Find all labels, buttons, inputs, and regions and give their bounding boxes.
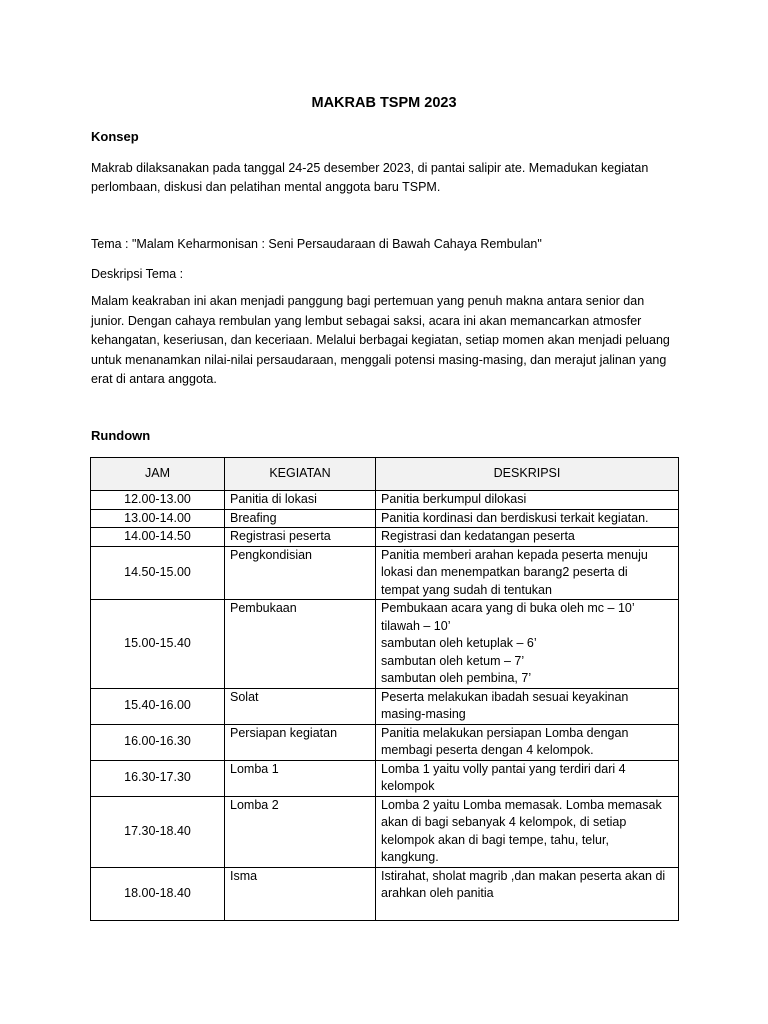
cell-kegiatan: Isma	[225, 867, 376, 921]
deskripsi-line: untuk menanamkan nilai-nilai persaudaraan, menggali potensi masing-masing, dan merajut jalinan yang	[91, 352, 667, 367]
table-row	[91, 724, 679, 760]
deskripsi-tema-paragraph	[91, 292, 691, 390]
deskripsi-line: Malam keakraban ini akan menjadi panggung bagi pertemuan yang penuh makna antara senior dan	[91, 294, 645, 308]
column-header-jam: JAM	[91, 458, 225, 491]
deskripsi-line: kehangatan, keseriusan, dan keceriaan. Melalui berbagai kegiatan, setiap momen akan menjadi peluang	[91, 333, 670, 347]
deskripsi-text-line: Pembukaan acara yang di buka oleh mc – 10’	[381, 601, 635, 615]
cell-kegiatan: Solat	[225, 688, 376, 724]
column-header-kegiatan: KEGIATAN	[225, 458, 376, 491]
rundown-table-body	[91, 491, 679, 921]
deskripsi-text-line: Panitia melakukan persiapan Lomba dengan	[381, 725, 629, 740]
deskripsi-line: junior. Dengan cahaya rembulan yang lembut sebagai saksi, acara ini akan memancarkan atmosfer	[91, 313, 642, 328]
cell-kegiatan: Lomba 1	[225, 760, 376, 796]
cell-deskripsi	[376, 796, 679, 867]
konsep-paragraph	[91, 159, 691, 196]
cell-deskripsi	[376, 600, 679, 689]
document-title: MAKRAB TSPM 2023	[311, 95, 457, 111]
deskripsi-line: erat di antara anggota.	[91, 372, 217, 386]
cell-jam: 15.40-16.00	[91, 688, 225, 724]
rundown-heading: Rundown	[91, 428, 151, 443]
deskripsi-text-line: sambutan oleh pembina, 7’	[381, 671, 532, 685]
column-header-deskripsi: DESKRIPSI	[376, 458, 679, 491]
table-row	[91, 491, 679, 510]
cell-kegiatan: Registrasi peserta	[225, 528, 376, 547]
cell-deskripsi	[376, 688, 679, 724]
table-row	[91, 600, 679, 689]
table-row	[91, 867, 679, 921]
tema-line: Tema : "Malam Keharmonisan : Seni Persaudaraan di Bawah Cahaya Rembulan"	[91, 237, 542, 251]
deskripsi-text-line: Istirahat, sholat magrib ,dan makan peserta akan di	[381, 868, 666, 883]
deskripsi-text-line: tilawah – 10’	[381, 618, 451, 633]
deskripsi-text-line: Panitia berkumpul dilokasi	[381, 492, 527, 506]
table-row	[91, 796, 679, 867]
cell-deskripsi	[376, 528, 679, 547]
deskripsi-text-line: kelompok akan di bagi tempe, tahu, telur,	[381, 832, 609, 847]
deskripsi-text-line: Lomba 1 yaitu volly pantai yang terdiri dari 4	[381, 761, 626, 776]
table-row	[91, 528, 679, 547]
table-row	[91, 509, 679, 528]
cell-jam: 14.50-15.00	[91, 546, 225, 600]
deskripsi-text-line: Panitia memberi arahan kepada peserta menuju	[381, 547, 648, 562]
cell-kegiatan: Pengkondisian	[225, 546, 376, 600]
cell-deskripsi	[376, 867, 679, 921]
table-row	[91, 546, 679, 600]
deskripsi-text-line: kangkung.	[381, 850, 439, 864]
cell-kegiatan: Lomba 2	[225, 796, 376, 867]
cell-deskripsi	[376, 491, 679, 510]
konsep-line: perlombaan, diskusi dan pelatihan mental anggota baru TSPM.	[91, 179, 441, 194]
table-row	[91, 760, 679, 796]
cell-kegiatan: Panitia di lokasi	[225, 491, 376, 510]
cell-kegiatan: Persiapan kegiatan	[225, 724, 376, 760]
cell-jam: 16.00-16.30	[91, 724, 225, 760]
cell-jam: 16.30-17.30	[91, 760, 225, 796]
deskripsi-text-line	[381, 903, 673, 921]
cell-deskripsi	[376, 724, 679, 760]
cell-jam: 13.00-14.00	[91, 509, 225, 528]
deskripsi-text-line: Peserta melakukan ibadah sesuai keyakinan	[381, 689, 629, 704]
cell-jam: 15.00-15.40	[91, 600, 225, 689]
konsep-heading: Konsep	[91, 129, 139, 144]
cell-jam: 18.00-18.40	[91, 867, 225, 921]
cell-kegiatan: Breafing	[225, 509, 376, 528]
cell-deskripsi	[376, 509, 679, 528]
deskripsi-text-line: arahkan oleh panitia	[381, 886, 494, 900]
deskripsi-tema-label: Deskripsi Tema :	[91, 267, 184, 281]
deskripsi-text-line: sambutan oleh ketuplak – 6’	[381, 636, 537, 650]
deskripsi-text-line: Registrasi dan kedatangan peserta	[381, 529, 575, 543]
cell-jam: 12.00-13.00	[91, 491, 225, 510]
cell-jam: 14.00-14.50	[91, 528, 225, 547]
deskripsi-text-line: sambutan oleh ketum – 7’	[381, 653, 525, 668]
deskripsi-text-line: membagi peserta dengan 4 kelompok.	[381, 743, 594, 757]
deskripsi-text-line: Panitia kordinasi dan berdiskusi terkait kegiatan.	[381, 510, 649, 525]
cell-deskripsi	[376, 546, 679, 600]
deskripsi-text-line: masing-masing	[381, 707, 466, 721]
deskripsi-text-line: kelompok	[381, 779, 435, 793]
rundown-table	[90, 457, 679, 921]
deskripsi-text-line: Lomba 2 yaitu Lomba memasak. Lomba memasak	[381, 797, 662, 812]
cell-deskripsi	[376, 760, 679, 796]
deskripsi-text-line: lokasi dan menempatkan barang2 peserta di	[381, 565, 628, 579]
table-header-row	[91, 458, 679, 491]
cell-kegiatan: Pembukaan	[225, 600, 376, 689]
deskripsi-text-line: tempat yang sudah di tentukan	[381, 582, 552, 597]
konsep-line: Makrab dilaksanakan pada tanggal 24-25 desember 2023, di pantai salipir ate. Memadukan kegiatan	[91, 161, 649, 175]
table-row	[91, 688, 679, 724]
deskripsi-text-line: akan di bagi sebanyak 4 kelompok, di setiap	[381, 815, 627, 829]
cell-jam: 17.30-18.40	[91, 796, 225, 867]
